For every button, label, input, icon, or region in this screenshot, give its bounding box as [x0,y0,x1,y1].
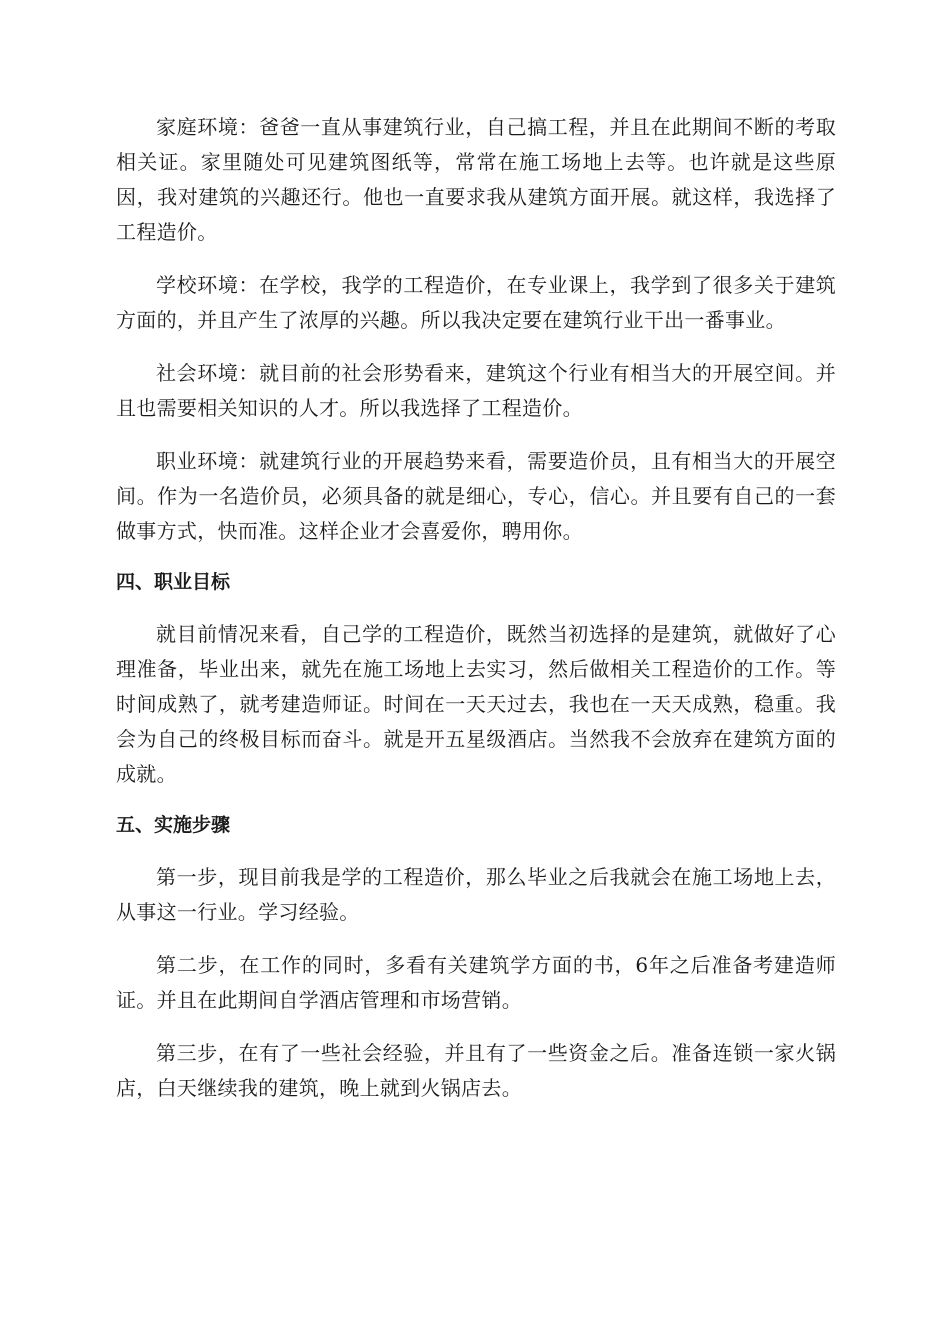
career-environment-paragraph: 职业环境：就建筑行业的开展趋势来看，需要造价员，且有相当大的开展空间。作为一名造价员，必须具备的就是细心，专心，信心。并且要有自己的一套做事方式，快而准。这样企业才会喜爱你，聘用你。 [116,449,836,543]
family-environment-paragraph: 家庭环境：爸爸一直从事建筑行业，自己搞工程，并且在此期间不断的考取相关证。家里随处可见建筑图纸等，常常在施工场地上去等。也许就是这些原因，我对建筑的兴趣还行。他也一直要求我从建筑方面开展。就这样，我选择了工程造价。 [116,115,836,244]
school-environment-paragraph: 学校环境：在学校，我学的工程造价，在专业课上，我学到了很多关于建筑方面的，并且产生了浓厚的兴趣。所以我决定要在建筑行业干出一番事业。 [116,273,836,332]
social-environment-paragraph: 社会环境：就目前的社会形势看来，建筑这个行业有相当大的开展空间。并且也需要相关知识的人才。所以我选择了工程造价。 [116,361,836,420]
step-one-paragraph: 第一步，现目前我是学的工程造价，那么毕业之后我就会在施工场地上去，从事这一行业。学习经验。 [116,865,836,924]
career-goals-paragraph: 就目前情况来看，自己学的工程造价，既然当初选择的是建筑，就做好了心理准备，毕业出来，就先在施工场地上去实习，然后做相关工程造价的工作。等时间成熟了，就考建造师证。时间在一天天过去，我也在一天天成熟，稳重。我会为自己的终极目标而奋斗。就是开五星级酒店。当然我不会放弃在建筑方面的成就。 [116,622,836,786]
document-page [116,110,836,1124]
step-two-paragraph: 第二步，在工作的同时，多看有关建筑学方面的书，6年之后准备考建造师证。并且在此期间自学酒店管理和市场营销。 [116,953,836,1012]
step-three-paragraph: 第三步，在有了一些社会经验，并且有了一些资金之后。准备连锁一家火锅店，白天继续我的建筑，晚上就到火锅店去。 [116,1041,836,1100]
implementation-steps-heading: 五、实施步骤 [116,814,231,836]
career-goals-heading: 四、职业目标 [116,571,231,593]
